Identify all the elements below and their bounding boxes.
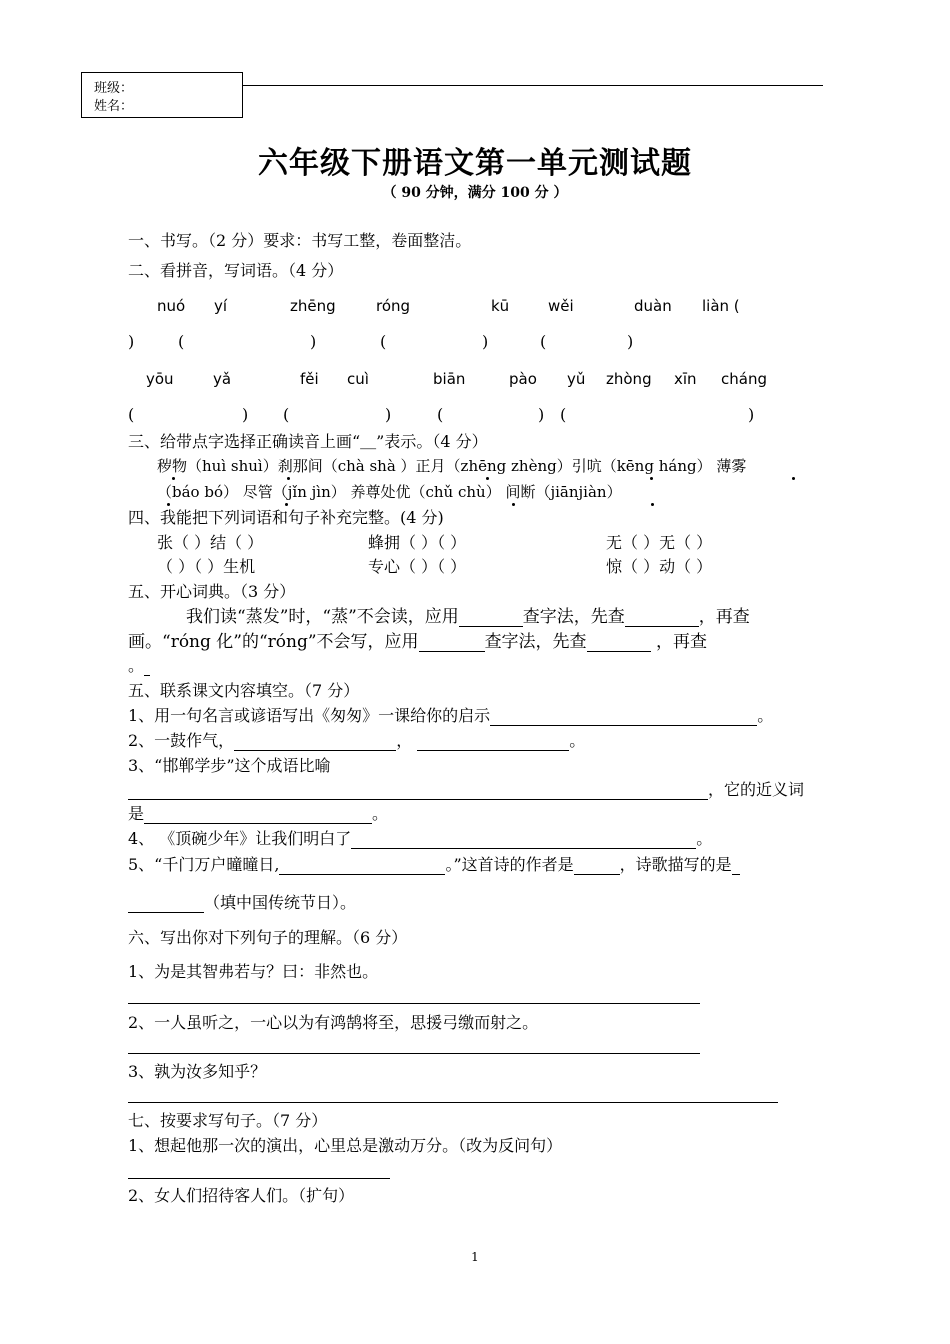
blank[interactable] [490, 707, 757, 726]
blank[interactable] [417, 732, 569, 751]
blank[interactable] [732, 856, 740, 875]
blank[interactable] [351, 830, 696, 849]
page-title: 六年级下册语文第一单元测试题 [258, 146, 692, 181]
blank[interactable] [128, 781, 708, 800]
emphasis-dot [285, 503, 288, 506]
q7-sentence1: 1、想起他那一次的演出，心里总是激动万分。（改为反问句） [128, 1136, 563, 1155]
answer-paren[interactable]: ) [385, 405, 392, 424]
emphasis-dot [172, 477, 175, 480]
q6-heading: 六、写出你对下列句子的理解。（6 分） [128, 928, 408, 947]
q5b-item3: 3、“邯郸学步”这个成语比喻 [128, 756, 331, 775]
blank[interactable] [587, 633, 651, 652]
header-rule [243, 85, 823, 86]
pinyin: cháng [721, 370, 767, 388]
q4-item[interactable]: 无（ ）无（ ） [606, 533, 713, 552]
q6-sentence1: 1、为是其智弗若与？曰：非然也。 [128, 962, 379, 981]
emphasis-dot [287, 477, 290, 480]
emphasis-dot [650, 477, 653, 480]
pinyin: fěi [300, 370, 319, 388]
q4-item[interactable]: （ ）（ ）生机 [157, 557, 256, 576]
q5a-heading: 五、开心词典。（3 分） [128, 582, 296, 601]
answer-paren[interactable]: ) [310, 332, 317, 351]
q4-item[interactable]: 张（ ）结（ ） [157, 533, 264, 552]
q3-line1: 秽物（huì shuì）刹那间（chà shà ）正月（zhēng zhèng）引吭（kēng háng） 薄雾 [157, 457, 747, 475]
answer-paren[interactable]: ) [482, 332, 489, 351]
q5a-line2: 画。“róng 化”的“róng”不会写，应用 查字法，先查 ，再查 [128, 632, 707, 652]
emphasis-dot [486, 477, 489, 480]
q2-heading: 二、看拼音，写词语。（4 分） [128, 261, 344, 280]
answer-paren[interactable]: ( [178, 332, 185, 351]
q5a-line3: 。 [128, 656, 150, 676]
answer-paren[interactable]: ) [242, 405, 249, 424]
pinyin: duàn [634, 297, 672, 315]
pinyin: kū [491, 297, 510, 315]
answer-paren[interactable]: ) [128, 332, 135, 351]
blank[interactable] [459, 608, 523, 627]
answer-line[interactable] [128, 1053, 700, 1054]
pinyin: yí [214, 297, 228, 315]
q6-sentence2: 2、一人虽听之，一心以为有鸿鹄将至，思援弓缴而射之。 [128, 1013, 539, 1032]
pinyin: yǎ [213, 370, 232, 388]
answer-paren[interactable]: ( [128, 405, 135, 424]
answer-paren[interactable]: ( [283, 405, 290, 424]
q5a-line1: 我们读“蒸发”时，“蒸”不会读，应用 查字法，先查 ，再查 [186, 607, 750, 627]
emphasis-dot [512, 503, 515, 506]
pinyin: zhēng [290, 297, 336, 315]
q5b-heading: 五、联系课文内容填空。（7 分） [128, 681, 360, 700]
q5b-item1: 1、用一句名言或谚语写出《匆匆》一课给你的启示 。 [128, 706, 774, 725]
q3-line2: （báo bó） 尽管（jǐn jìn） 养尊处优（chǔ chù） 间断（jiānjiàn） [157, 483, 622, 501]
q5b-item5-line2: （填中国传统节日）。 [128, 893, 356, 913]
blank[interactable] [234, 732, 396, 751]
answer-paren[interactable]: ( [540, 332, 547, 351]
blank[interactable] [279, 856, 445, 875]
blank[interactable] [574, 856, 620, 875]
name-label: 姓名： [94, 99, 134, 114]
pinyin: pào [509, 370, 537, 388]
answer-line[interactable] [128, 1178, 390, 1179]
q5b-item3-line3: 是 。 [128, 804, 389, 823]
blank[interactable] [625, 608, 699, 627]
q3-heading: 三、给带点字选择正确读音上画“＿”表示。（4 分） [128, 432, 488, 451]
answer-paren[interactable]: ( [560, 405, 567, 424]
q5b-item3-line2: ，它的近义词 [128, 780, 804, 800]
pinyin: liàn ( [702, 297, 740, 315]
pinyin: wěi [548, 297, 574, 315]
class-label: 班级： [94, 81, 134, 96]
pinyin: zhòng [606, 370, 652, 388]
pinyin: biān [433, 370, 466, 388]
q4-item[interactable]: 专心（ ）（ ） [368, 557, 467, 576]
emphasis-dot [651, 503, 654, 506]
emphasis-dot [167, 503, 170, 506]
q5b-item2: 2、一鼓作气， ， 。 [128, 731, 586, 750]
student-info-box [81, 72, 243, 118]
pinyin: nuó [157, 297, 186, 315]
q5b-item5: 5、“千门万户曈曈日, 。”这首诗的作者是 ，诗歌描写的是 [128, 855, 740, 875]
answer-paren[interactable]: ) [538, 405, 545, 424]
q1-text: 一、书写。（2 分）要求：书写工整，卷面整洁。 [128, 231, 472, 250]
blank[interactable] [144, 657, 150, 676]
answer-paren[interactable]: ) [627, 332, 634, 351]
q4-heading: 四、我能把下列词语和句子补充完整。(4 分) [128, 508, 444, 527]
answer-line[interactable] [128, 1003, 700, 1004]
pinyin: yǔ [567, 370, 586, 388]
page-number: 1 [471, 1250, 479, 1264]
q4-item[interactable]: 蜂拥（ ）（ ） [368, 533, 467, 552]
blank[interactable] [419, 633, 485, 652]
pinyin: cuì [347, 370, 369, 388]
answer-paren[interactable]: ( [380, 332, 387, 351]
emphasis-dot [792, 477, 795, 480]
answer-paren[interactable]: ( [437, 405, 444, 424]
q6-sentence3: 3、孰为汝多知乎？ [128, 1062, 267, 1081]
pinyin: yōu [146, 370, 174, 388]
pinyin: róng [376, 297, 411, 315]
blank[interactable] [144, 805, 372, 824]
q4-item[interactable]: 惊（ ）动（ ） [606, 557, 713, 576]
answer-line[interactable] [128, 1102, 778, 1103]
blank[interactable] [128, 894, 204, 913]
q7-sentence2: 2、女人们招待客人们。（扩句） [128, 1186, 355, 1205]
q7-heading: 七、按要求写句子。（7 分） [128, 1111, 328, 1130]
pinyin: xīn [674, 370, 697, 388]
answer-paren[interactable]: ) [748, 405, 755, 424]
q5b-item4: 4、 《顶碗少年》让我们明白了 。 [128, 829, 713, 848]
page-subtitle: （ 90 分钟，满分 100 分 ） [382, 185, 568, 201]
